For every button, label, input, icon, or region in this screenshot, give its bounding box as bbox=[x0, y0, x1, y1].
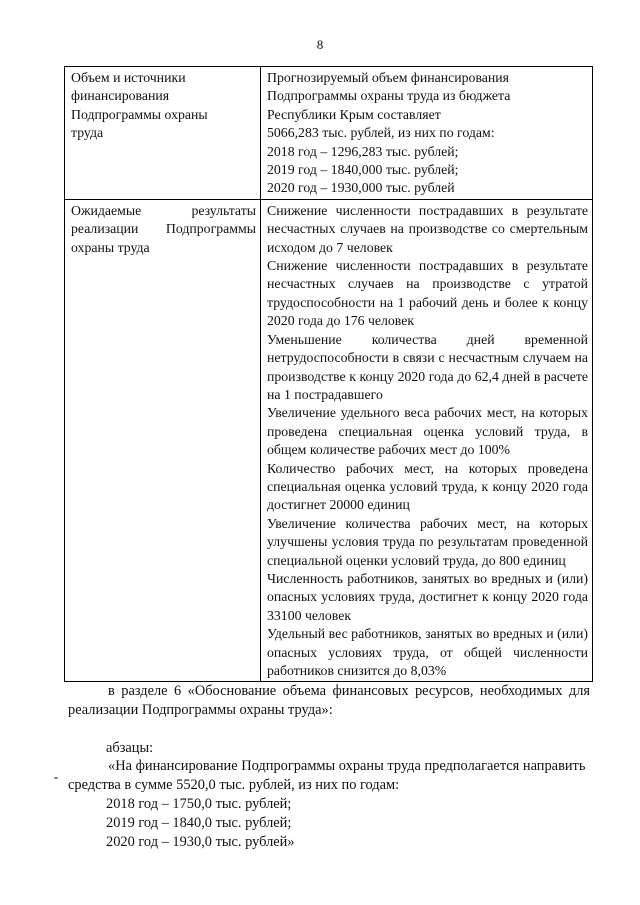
result-item: Уменьшение количества дней временной нетрудоспособности в связи с несчастным случаем на производстве к концу 2020 года до 62,4 дней в расчете на 1 пострадавшего bbox=[267, 331, 588, 402]
results-row bbox=[65, 199, 593, 682]
results-label: Ожидаемые результаты реализации Подпрограммы охраны труда bbox=[71, 202, 256, 255]
financing-label-line: Объем и источники bbox=[71, 70, 186, 85]
financing-line: 2020 год – 1930,000 тыс. рублей bbox=[267, 180, 455, 196]
financing-line: Прогнозируемый объем финансирования bbox=[267, 70, 510, 85]
result-item: Удельный вес работников, занятых во вредных и (или) опасных условиях труда, от общей численности работников снизится до 8,03% bbox=[267, 626, 588, 678]
year-line: 2019 год – 1840,0 тыс. рублей; bbox=[106, 814, 292, 831]
financing-line: 2019 год – 1840,000 тыс. рублей; bbox=[267, 162, 459, 178]
year-line: 2018 год – 1750,0 тыс. рублей; bbox=[106, 795, 292, 812]
financing-line: Республики Крым составляет bbox=[267, 106, 441, 122]
financing-line: 5066,283 тыс. рублей, из них по годам: bbox=[267, 125, 495, 141]
paragraphs-label: абзацы: bbox=[106, 739, 154, 756]
financing-label-line: Подпрограммы охраны bbox=[71, 106, 208, 122]
result-item: Снижение численности пострадавших в результате несчастных случаев на производстве с утратой трудоспособности на 1 рабочий день и более к концу 2020 года до 176 человек bbox=[267, 258, 588, 329]
body-text bbox=[68, 682, 590, 851]
section-6-paragraph: в разделе 6 «Обоснование объема финансовых ресурсов, необходимых для реализации Подпрограммы охраны труда»: bbox=[68, 683, 590, 718]
financing-paragraph: «На финансирование Подпрограммы охраны труда предполагается направить средства в сумме 5520,0 тыс. рублей, из них по годам: bbox=[68, 758, 586, 794]
result-item: Увеличение количества рабочих мест, на которых улучшены условия труда по результатам проведенной специальной оценки условий труда, до 800 единиц bbox=[267, 515, 588, 568]
financing-label-line: труда bbox=[71, 125, 104, 141]
financing-content-cell bbox=[261, 67, 593, 200]
result-item: Снижение численности пострадавших в результате несчастных случаев на производстве со смертельным исходом до 7 человек bbox=[267, 202, 588, 255]
page-number: 8 bbox=[316, 37, 324, 52]
result-item: Численность работников, занятых во вредных и (или) опасных условиях труда, достигнет к концу 2020 года 33100 человек bbox=[267, 570, 588, 623]
scan-artifact bbox=[54, 777, 58, 779]
results-label-cell bbox=[65, 199, 261, 682]
result-item: Количество рабочих мест, на которых проведена специальная оценка условий труда, к концу 2020 года достигнет 20000 единиц bbox=[267, 460, 588, 513]
program-passport-table bbox=[64, 66, 593, 682]
results-content-cell bbox=[261, 199, 593, 682]
year-line: 2020 год – 1930,0 тыс. рублей» bbox=[106, 833, 295, 850]
financing-label-cell bbox=[65, 67, 261, 200]
financing-line: Подпрограммы охраны труда из бюджета bbox=[267, 88, 511, 104]
financing-row bbox=[65, 67, 593, 200]
financing-label-line: финансирования bbox=[71, 88, 170, 104]
financing-line: 2018 год – 1296,283 тыс. рублей; bbox=[267, 143, 459, 159]
result-item: Увеличение удельного веса рабочих мест, на которых проведена специальная оценка условий труда, в общем количестве рабочих мест до 100% bbox=[267, 405, 588, 458]
